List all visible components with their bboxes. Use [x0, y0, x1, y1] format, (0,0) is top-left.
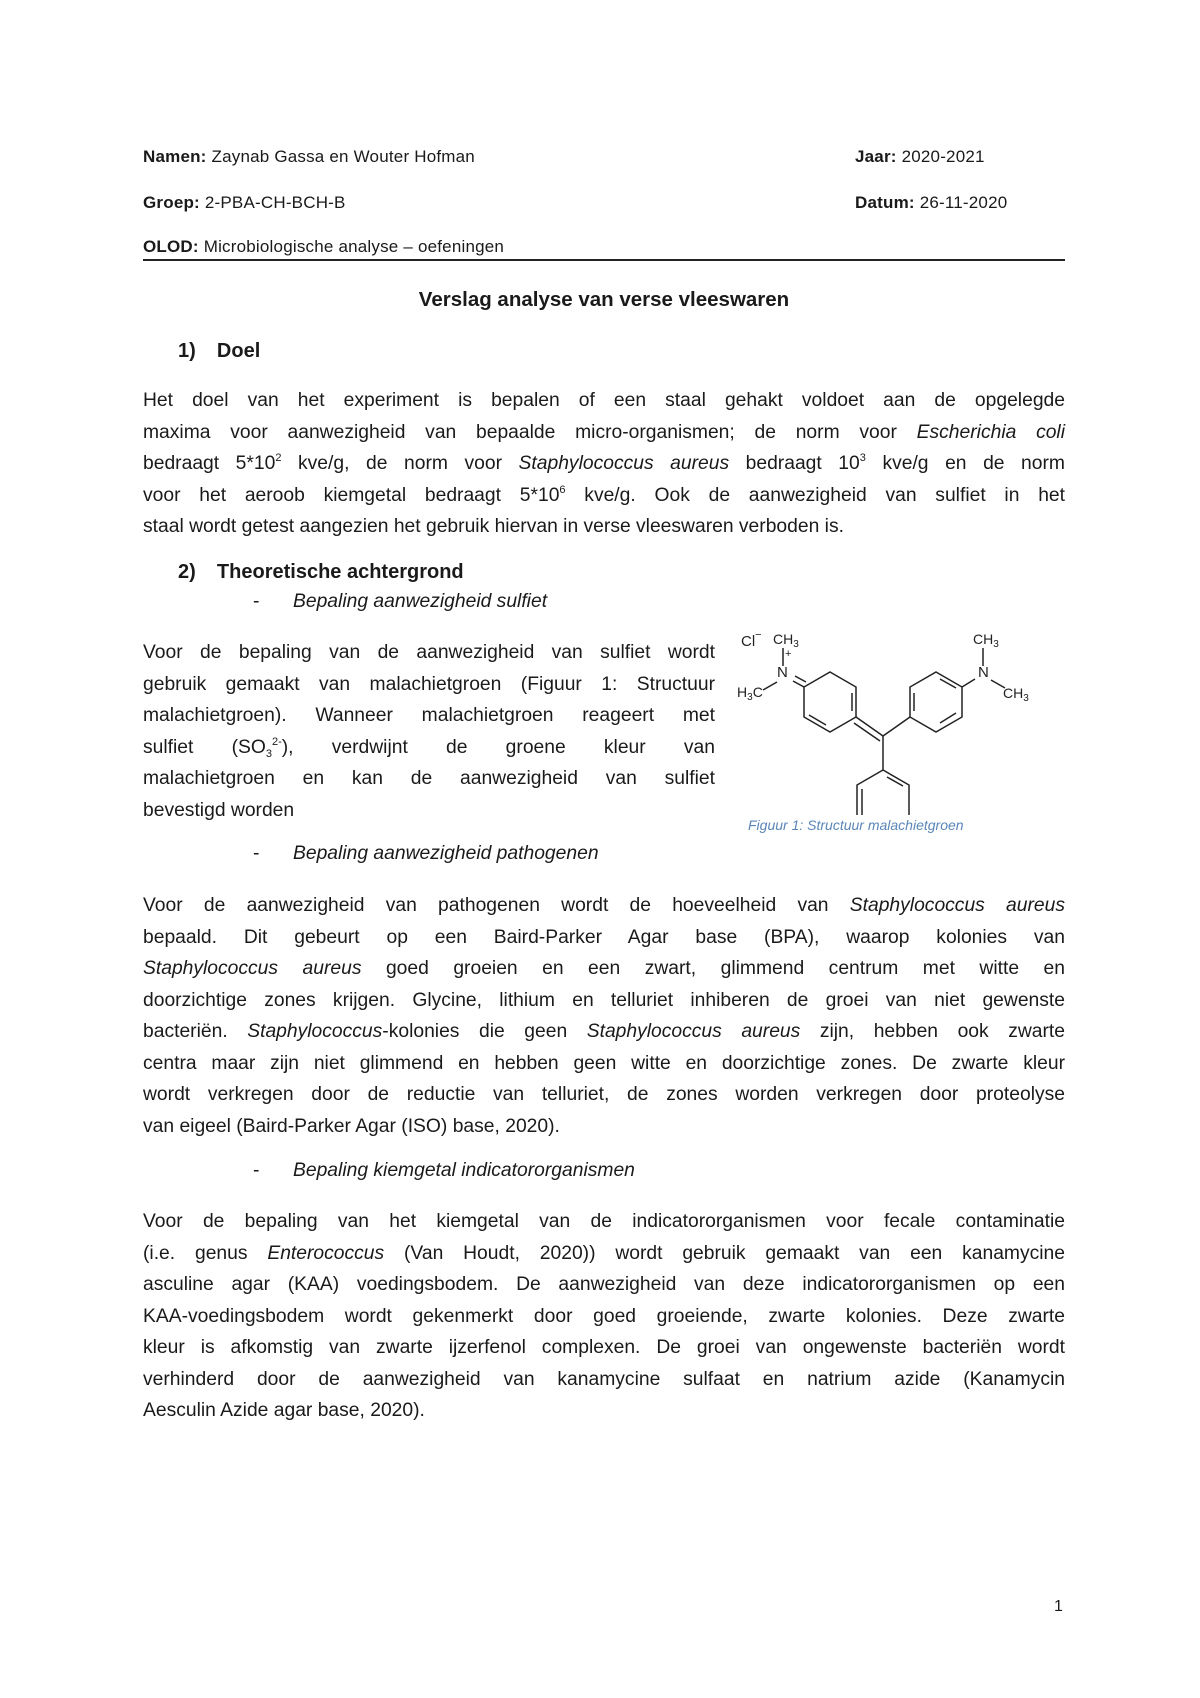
doel-line-1: Het doel van het experiment is bepalen of een staal gehakt voldoet aan de opgelegde: [143, 390, 1065, 411]
doel-line-5: staal wordt getest aangezien het gebruik hiervan in verse vleeswaren verboden is.: [143, 516, 844, 537]
path-line-6: centra maar zijn niet glimmend en hebben geen witte en doorzichtige zones. De zwarte kleur: [143, 1052, 1065, 1074]
section2-number: 2): [178, 561, 196, 583]
path-line-4: doorzichtige zones krijgen. Glycine, lithium en telluriet inhiberen de groei van niet gewenste: [143, 989, 1065, 1011]
right-nitrogen: N: [978, 664, 989, 681]
sulfiet-line-4: sulfiet $(SO_3^{2-})$, verdwijnt de groene kleur van: [143, 735, 715, 760]
sulfiet-line-2: gebruik gemaakt van malachietgroen (Figuur 1: Structuur: [143, 673, 715, 695]
subheading-sulfiet: - Bepaling aanwezigheid sulfiet: [253, 591, 548, 612]
path-line-1: Voor de aanwezigheid van pathogenen wordt de hoeveelheid van Staphylococcus aureus: [143, 895, 1065, 916]
section1-number: 1): [178, 340, 196, 362]
header-divider: [143, 259, 1065, 261]
date-label: Datum:: [855, 193, 915, 212]
kiem-line-2: (i.e. genus Enterococcus (Van Houdt, 2020)) wordt gebruik gemaakt van een kanamycine: [143, 1242, 1065, 1264]
olod-value: Microbiologische analyse – oefeningen: [203, 237, 505, 256]
path-line-7: wordt verkregen door de reductie van telluriet, de zones worden verkregen door proteolyse: [143, 1084, 1065, 1105]
kiem-line-6: verhinderd door de aanwezigheid van kanamycine sulfaat en natrium azide (Kanamycin: [143, 1368, 1065, 1390]
group-label: Groep:: [143, 193, 200, 212]
year-label: Jaar:: [855, 147, 897, 166]
doel-line-4: voor het aeroob kiemgetal bedraagt $5*10^6$ kve/g. Ook de aanwezigheid van sulfiet in het: [143, 483, 1065, 506]
olod-line: [143, 237, 504, 257]
names-line: [143, 147, 475, 167]
group-line: [143, 193, 346, 213]
date-line: [855, 193, 1007, 213]
sulfiet-line-6: bevestigd worden: [143, 799, 295, 821]
left-methyl-side: $H_3C$: [737, 684, 763, 703]
date-value: 26-11-2020: [919, 193, 1008, 212]
left-nitrogen: N: [777, 664, 788, 681]
doel-line-2: maxima voor aanwezigheid van bepaalde micro-organismen; de norm voor Escherichia coli: [143, 421, 1066, 443]
sulfiet-paragraph: [143, 637, 715, 826]
document-title: Verslag analyse van verse vleeswaren: [418, 288, 790, 311]
names-value: Zaynab Gassa en Wouter Hofman: [211, 147, 475, 166]
sulfiet-line-3: malachietgroen). Wanneer malachietgroen reageert met: [143, 705, 715, 726]
right-methyl-side: $CH_3$: [1003, 685, 1029, 704]
kiem-line-3: asculine agar (KAA) voedingsbodem. De aanwezigheid van deze indicatororganismen op een: [143, 1274, 1065, 1295]
kiem-line-7: Aesculin Azide agar base, 2020).: [143, 1400, 425, 1421]
kiemgetal-paragraph: [143, 1206, 1065, 1427]
section2-title: Theoretische achtergrond: [216, 561, 464, 583]
left-methyl-top: $CH_3$: [773, 631, 799, 650]
olod-label: OLOD:: [143, 237, 199, 256]
path-line-5: bacteriën. Staphylococcus-kolonies die geen Staphylococcus aureus zijn, hebben ook zwarte: [143, 1021, 1066, 1042]
positive-charge: +: [785, 648, 792, 660]
doel-line-3: bedraagt $5*10^2$ kve/g, de norm voor Staphylococcus aureus bedraagt $10^3$ kve/g en de norm: [143, 452, 1065, 474]
doel-paragraph: [143, 385, 1065, 543]
chloride-label: Cl−: [741, 629, 762, 650]
section1-title: Doel: [216, 340, 261, 362]
kiem-line-4: KAA-voedingsbodem wordt gekenmerkt door goed groeiende, zwarte kolonies. Deze zwarte: [143, 1305, 1065, 1327]
path-line-2: bepaald. Dit gebeurt op een Baird-Parker Agar base (BPA), waarop kolonies van: [143, 926, 1065, 948]
group-value: 2-PBA-CH-BCH-B: [204, 193, 346, 212]
kiem-line-1: Voor de bepaling van het kiemgetal van de indicatororganismen voor fecale contaminatie: [143, 1211, 1065, 1232]
figure-caption: Figuur 1: Structuur malachietgroen: [748, 817, 964, 833]
right-methyl-top: $CH_3$: [973, 631, 999, 650]
kiem-line-5: kleur is afkomstig van zwarte ijzerfenol complexen. De groei van ongewenste bacteriën wordt: [143, 1337, 1065, 1358]
pathogenen-paragraph: [143, 890, 1065, 1142]
sulfiet-line-5: malachietgroen en kan de aanwezigheid van sulfiet: [143, 768, 715, 789]
path-line-8: van eigeel (Baird-Parker Agar (ISO) base, 2020).: [143, 1115, 560, 1137]
page-number: 1: [1054, 1598, 1063, 1615]
subheading-pathogenen: - Bepaling aanwezigheid pathogenen: [253, 843, 599, 864]
year-line: [855, 147, 985, 167]
year-value: 2020-2021: [901, 147, 985, 166]
section2-heading: [178, 561, 464, 584]
path-line-3: Staphylococcus aureus goed groeien en een zwart, glimmend centrum met witte en: [143, 958, 1065, 979]
subheading-kiemgetal: - Bepaling kiemgetal indicatororganismen: [253, 1160, 635, 1181]
section1-heading: [178, 340, 260, 363]
sulfiet-line-1: Voor de bepaling van de aanwezigheid van sulfiet wordt: [143, 642, 715, 663]
names-label: Namen:: [143, 147, 207, 166]
malachite-green-structure: [735, 620, 1075, 820]
